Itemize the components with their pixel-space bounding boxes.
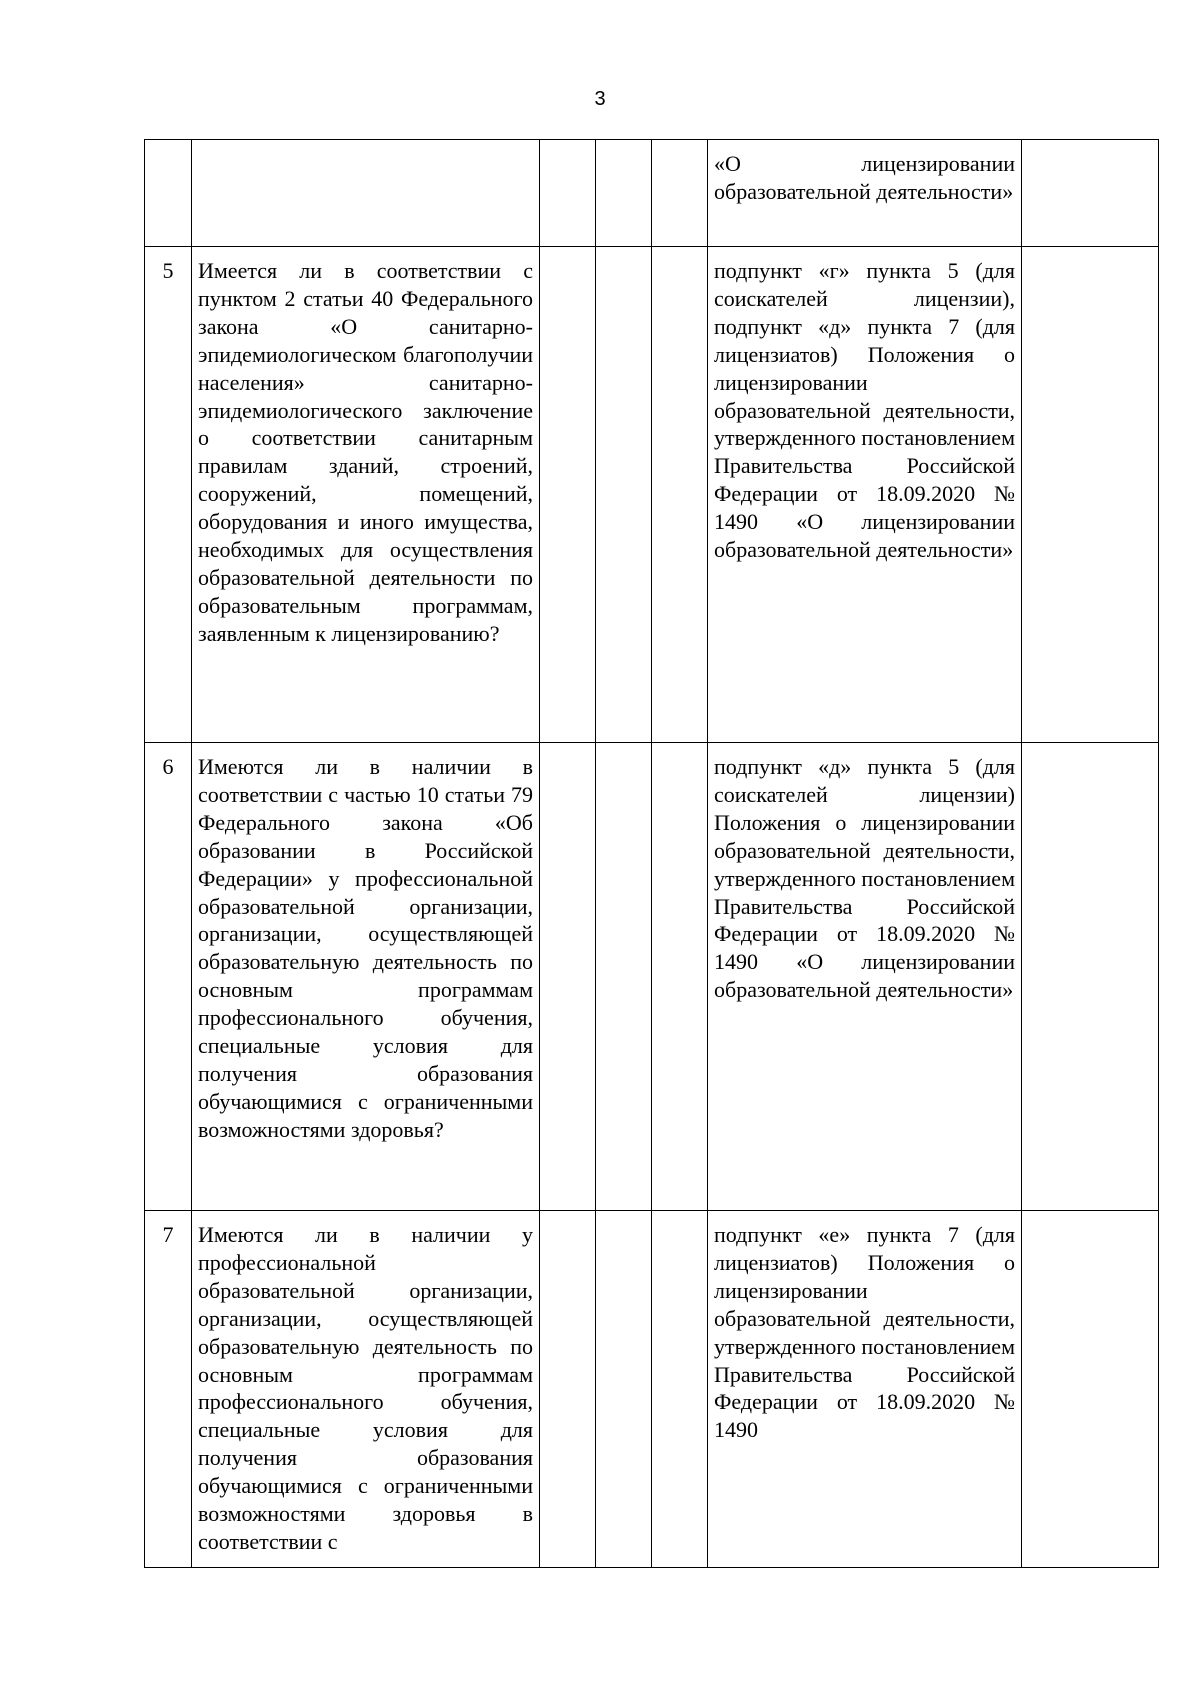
table-row: [145, 1211, 1159, 1568]
answer-na-cell: [652, 1211, 708, 1568]
note-cell: [1022, 247, 1159, 743]
answer-na-cell: [652, 743, 708, 1211]
question-cell: Имеются ли в наличии в соответствии с частью 10 статьи 79 Федерального закона «Об образовании в Российской Федерации» у профессиональной образовательной организации, организации, осуществляющей образовательную деятельность по основным программам профессионального обучения, специальные условия для получения образования обучающимися с ограниченными возможностями здоровья?: [192, 743, 540, 1211]
answer-no-cell: [596, 1211, 652, 1568]
row-number: 7: [145, 1211, 192, 1568]
checklist-table: [144, 139, 1159, 1568]
row-number: [145, 140, 192, 247]
table-row-continuation: [145, 140, 1159, 247]
table-row: [145, 247, 1159, 743]
question-cell: [192, 140, 540, 247]
note-cell: [1022, 743, 1159, 1211]
note-cell: [1022, 1211, 1159, 1568]
answer-no-cell: [596, 247, 652, 743]
answer-yes-cell: [540, 140, 596, 247]
page-number: 3: [594, 88, 606, 110]
reference-cell: «О лицензировании образовательной деятельности»: [708, 140, 1022, 247]
note-cell: [1022, 140, 1159, 247]
reference-cell: подпункт «г» пункта 5 (для соискателей лицензии), подпункт «д» пункта 7 (для лицензиатов) Положения о лицензировании образовательной деятельности, утвержденного постановлением Правительства Российской Федерации от 18.09.2020 № 1490 «О лицензировании образовательной деятельности»: [708, 247, 1022, 743]
answer-na-cell: [652, 140, 708, 247]
row-number: 6: [145, 743, 192, 1211]
answer-no-cell: [596, 140, 652, 247]
answer-na-cell: [652, 247, 708, 743]
answer-yes-cell: [540, 247, 596, 743]
answer-no-cell: [596, 743, 652, 1211]
answer-yes-cell: [540, 1211, 596, 1568]
question-cell: Имеется ли в соответствии с пунктом 2 статьи 40 Федерального закона «О санитарно-эпидемиологическом благополучии населения» санитарно-эпидемиологического заключение о соответствии санитарным правилам зданий, строений, сооружений, помещений, оборудования и иного имущества, необходимых для осуществления образовательной деятельности по образовательным программам, заявленным к лицензированию?: [192, 247, 540, 743]
table-row: [145, 743, 1159, 1211]
row-number: 5: [145, 247, 192, 743]
reference-cell: подпункт «д» пункта 5 (для соискателей лицензии) Положения о лицензировании образовательной деятельности, утвержденного постановлением Правительства Российской Федерации от 18.09.2020 № 1490 «О лицензировании образовательной деятельности»: [708, 743, 1022, 1211]
question-cell: Имеются ли в наличии у профессиональной образовательной организации, организации, осуществляющей образовательную деятельность по основным программам профессионального обучения, специальные условия для получения образования обучающимися с ограниченными возможностями здоровья в соответствии с: [192, 1211, 540, 1568]
reference-cell: подпункт «е» пункта 7 (для лицензиатов) Положения о лицензировании образовательной деятельности, утвержденного постановлением Правительства Российской Федерации от 18.09.2020 № 1490: [708, 1211, 1022, 1568]
answer-yes-cell: [540, 743, 596, 1211]
